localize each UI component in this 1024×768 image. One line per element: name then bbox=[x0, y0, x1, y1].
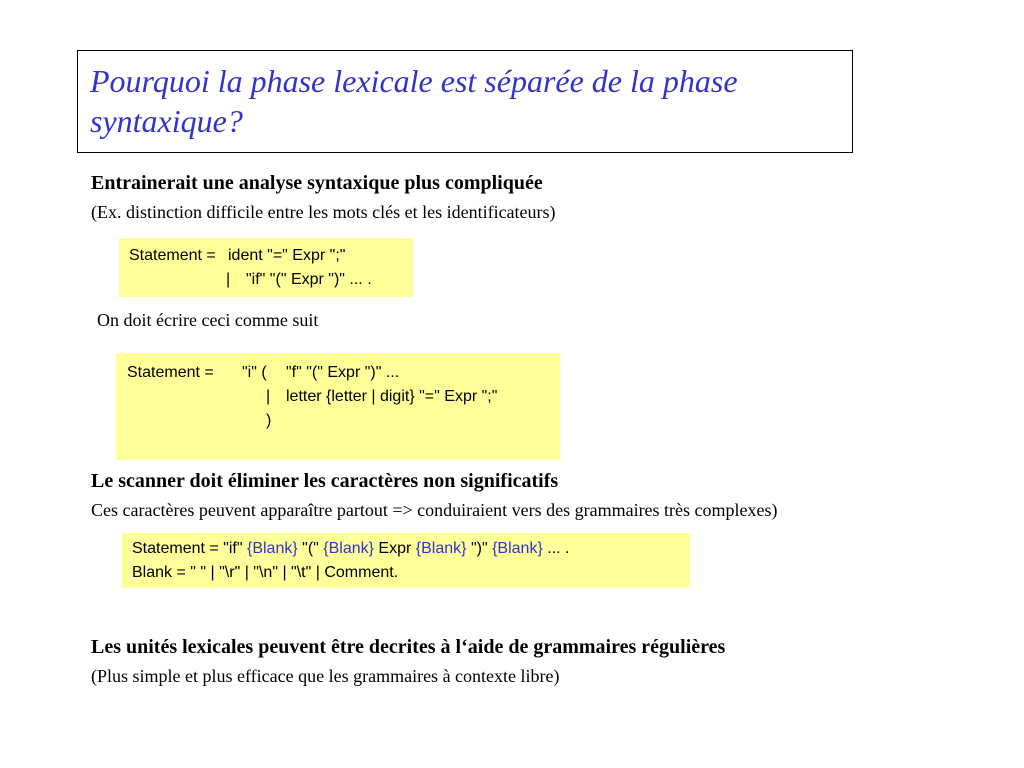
blank-token: {Blank} bbox=[323, 540, 374, 557]
slide-title: Pourquoi la phase lexicale est séparée de la phase syntaxique? bbox=[90, 63, 738, 139]
code-text: Statement = "if" bbox=[132, 540, 247, 557]
section2-subtext: Ces caractères peuvent apparaître partout => conduiraient vers des grammaires très complexes) bbox=[91, 500, 778, 520]
section3-subtext: (Plus simple et plus efficace que les grammaires à contexte libre) bbox=[91, 666, 560, 686]
code-text: Expr bbox=[373, 540, 416, 557]
code-label: Statement = bbox=[127, 364, 214, 381]
section2-heading: Le scanner doit éliminer les caractères non significatifs bbox=[91, 470, 559, 492]
code-box-grammar-1 bbox=[119, 238, 413, 297]
blank-token: {Blank} bbox=[246, 540, 298, 557]
code-text: "(" bbox=[297, 540, 324, 557]
code-box-blank bbox=[122, 533, 690, 588]
code-rule: ident "=" Expr ";" bbox=[228, 247, 346, 264]
code-box-grammar-2 bbox=[116, 353, 560, 460]
code-line: Blank = " " | "\r" | "\n" | "\t" | Comment. bbox=[132, 564, 399, 581]
code-rule: "if" "(" Expr ")" ... . bbox=[246, 271, 372, 288]
code-bar: | bbox=[226, 271, 231, 288]
code-line bbox=[132, 537, 690, 561]
code-rule: letter {letter | digit} "=" Expr ";" bbox=[286, 388, 498, 405]
note-text: On doit écrire ceci comme suit bbox=[97, 310, 319, 330]
blank-token: {Blank} bbox=[415, 540, 467, 557]
section1-heading: Entrainerait une analyse syntaxique plus compliquée bbox=[91, 172, 543, 194]
blank-token: {Blank} bbox=[492, 540, 543, 557]
code-label: Statement = bbox=[129, 247, 216, 264]
code-rule: "f" "(" Expr ")" ... bbox=[286, 364, 400, 381]
code-prefix: "i" ( bbox=[242, 364, 267, 381]
title-box bbox=[77, 50, 853, 153]
code-bar: | bbox=[266, 388, 271, 405]
code-close-paren: ) bbox=[266, 412, 272, 429]
section1-subtext: (Ex. distinction difficile entre les mots clés et les identificateurs) bbox=[91, 202, 556, 222]
code-text: ")" bbox=[466, 540, 493, 557]
code-text: ... . bbox=[542, 540, 570, 557]
section3-heading: Les unités lexicales peuvent être decrites à l‘aide de grammaires régulières bbox=[91, 636, 726, 658]
